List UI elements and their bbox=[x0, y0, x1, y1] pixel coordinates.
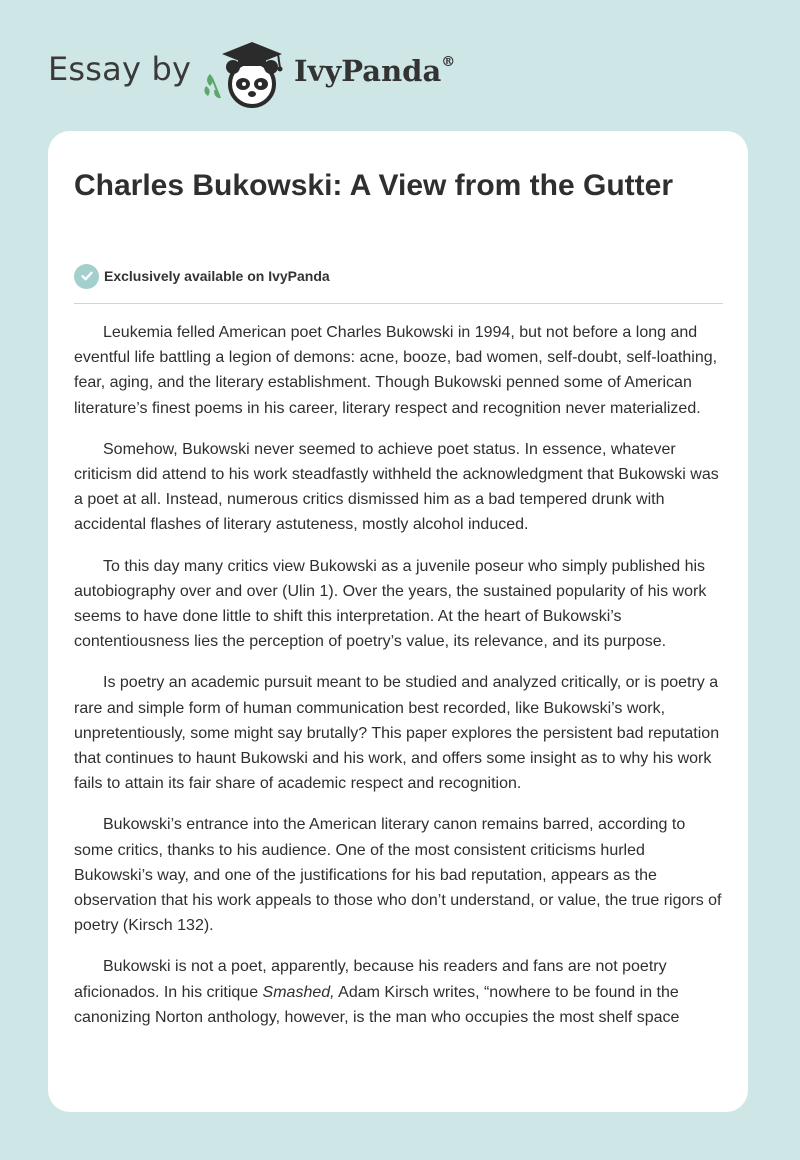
paragraph-text: Bukowski is not a poet, apparently, because his readers and fans are not poetry aficionados. In his critique bbox=[74, 958, 667, 1001]
book-title: Smashed, bbox=[262, 983, 335, 1001]
exclusive-badge bbox=[74, 263, 330, 289]
paragraph: Bukowski’s entrance into the American literary canon remains barred, according to some critics, thanks to his audience. One of the most consistent criticisms hurled Bukowski’s way, and one of the justifications for his bad reputation, appears as the observation that his work appeals to those who don’t understand, or value, the true rigors of poetry (Kirsch 132). bbox=[74, 816, 722, 935]
ivypanda-logo-text: IvyPanda® bbox=[294, 54, 456, 88]
essay-card bbox=[48, 131, 748, 1112]
essay-title: Charles Bukowski: A View from the Gutter bbox=[74, 169, 674, 202]
paragraph bbox=[74, 954, 724, 1030]
site-header bbox=[0, 0, 800, 130]
paragraph: Leukemia felled American poet Charles Bukowski in 1994, but not before a long and eventful life battling a legion of demons: acne, booze, bad women, self-doubt, self-loathing, fear, aging, and the literary establishment. Though Bukowski penned some of American literature’s finest poems in his career, literary respect and recognition never materialized. bbox=[74, 324, 718, 417]
paragraph: Is poetry an academic pursuit meant to be studied and analyzed critically, or is poetry a rare and simple form of human communication best recorded, like Bukowski’s work, unpretentiously, some might say brutally? This paper explores the persistent bad reputation that continues to haunt Bukowski and his work, and offers some insight as to why his work fails to attain its fair share of academic respect and recognition. bbox=[74, 674, 720, 793]
panda-graduation-cap-icon bbox=[200, 34, 300, 110]
registered-mark: ® bbox=[441, 54, 456, 71]
exclusive-badge-label: Exclusively available on IvyPanda bbox=[104, 268, 330, 284]
paragraph: To this day many critics view Bukowski as a juvenile poseur who simply published his autobiography over and over (Ulin 1). Over the years, the sustained popularity of his work seems to have done little to shift this interpretation. At the heart of Bukowski’s contentiousness lies the perception of poetry’s value, its relevance, and its purpose. bbox=[74, 557, 707, 651]
title-divider bbox=[74, 303, 723, 304]
paragraph-text: Adam Kirsch writes, “nowhere to be found in the canonizing Norton anthology, however, is the man who occupies the most shelf space bbox=[74, 983, 680, 1026]
essay-by-label: Essay by bbox=[48, 50, 192, 88]
check-circle-icon bbox=[74, 264, 99, 289]
essay-body bbox=[74, 320, 724, 1046]
paragraph: Somehow, Bukowski never seemed to achieve poet status. In essence, whatever criticism did attend to his work steadfastly withheld the acknowledgment that Bukowski was a poet at all. Instead, numerous critics dismissed him as a bad tempered drunk with accidental flashes of literary astuteness, mostly alcohol induced. bbox=[74, 440, 719, 534]
